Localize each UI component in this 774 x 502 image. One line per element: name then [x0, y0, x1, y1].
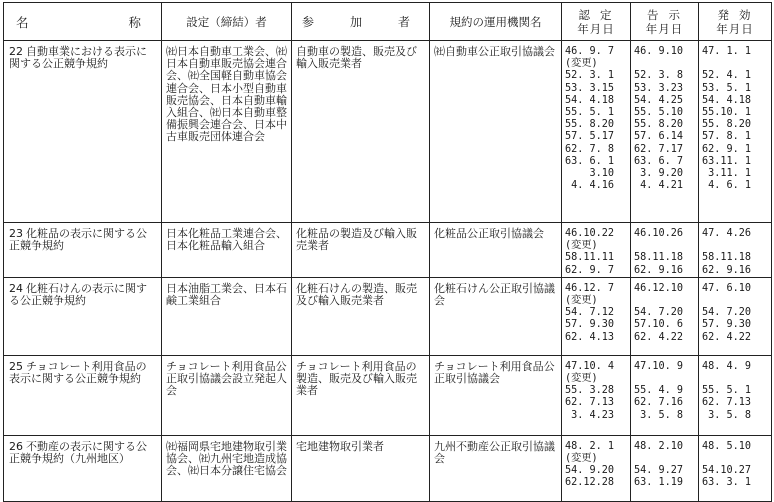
date-entry: 58.11.11 [565, 252, 615, 264]
date-entry: 3. 4.23 [565, 409, 615, 421]
date-entry: 55. 5. 1 [565, 106, 615, 118]
establisher-cell: 日本油脂工業会、日本石鹸工業組合 [162, 277, 292, 355]
date-entry: 52. 3. 8 [634, 70, 684, 82]
date-entry: 46. 9. 7 [565, 46, 615, 57]
date-entry: 57. 5.17 [565, 131, 615, 143]
operator-cell: 九州不動産公正取引協議会 [430, 435, 562, 501]
date-entry [634, 295, 698, 307]
date-entry: 52. 4. 1 [702, 70, 752, 82]
participant-cell: 化粧品の製造及び輸入販売業者 [292, 223, 430, 278]
date-entry: 62. 9. 1 [702, 143, 752, 155]
date-entry [634, 373, 698, 385]
approved-date-cell [562, 355, 631, 435]
date-entry: 63. 6. 7 [634, 155, 684, 167]
date-entry: 53. 3.23 [634, 82, 684, 94]
date-entry: 48. 2. 1 [565, 440, 615, 452]
rule-name-cell [4, 435, 162, 501]
date-entry: 62. 9.16 [702, 264, 752, 276]
date-entry: 62. 4.22 [702, 331, 752, 343]
table-row [4, 223, 772, 278]
effective-date-cell [699, 277, 772, 355]
participant-cell: 化粧石けんの製造、販売及び輸入販売業者 [292, 277, 430, 355]
date-entry: 62. 7.13 [702, 397, 752, 409]
operator-cell: チョコレート利用食品公正取引協議会 [430, 355, 562, 435]
notified-date-cell [631, 223, 699, 278]
date-entry: 46.10.26 [634, 228, 684, 239]
date-entry: 47. 1. 1 [702, 46, 752, 57]
rule-name-cell [4, 277, 162, 355]
date-entry: 46. 9.10 [634, 46, 684, 57]
header-notified: 告示 年月日 [631, 3, 699, 41]
date-entry: 3. 9.20 [634, 167, 684, 179]
establisher-cell: ㈳福岡県宅地建物取引業協会、㈳九州宅地造成協会、㈳日本分譲住宅協会 [162, 435, 292, 501]
date-entry: 62. 7.17 [634, 143, 684, 155]
date-entry: 48. 4. 9 [702, 360, 752, 372]
date-entry: (変更) [565, 240, 598, 252]
date-entry: 57. 8. 1 [702, 131, 752, 143]
date-entry: 46.10.22 [565, 228, 615, 239]
date-entry: 47.10. 4 [565, 360, 615, 372]
date-entry: 57. 9.30 [565, 319, 615, 331]
operator-cell: 化粧品公正取引協議会 [430, 223, 562, 278]
table-row [4, 435, 772, 501]
date-entry: 48. 2.10 [634, 440, 684, 452]
date-entry: 63. 1.19 [634, 477, 684, 489]
notified-date-cell [631, 41, 699, 223]
participant-cell: チョコレート利用食品の製造、販売及び輸入販売業者 [292, 355, 430, 435]
date-entry: 55. 3.28 [565, 385, 615, 397]
rule-number: 25 [9, 359, 23, 373]
date-entry: 3. 5. 8 [634, 409, 684, 421]
rule-number: 26 [9, 439, 23, 453]
date-entry: 55.10. 1 [702, 106, 752, 118]
notified-date-cell [631, 277, 699, 355]
notified-date-cell [631, 355, 699, 435]
fair-competition-rules-table [3, 2, 772, 502]
date-entry [702, 373, 771, 385]
rule-name-cell [4, 355, 162, 435]
rule-name: 化粧石けんの表示に関する公正競争規約 [9, 281, 147, 307]
date-entry: 55. 8.20 [565, 119, 615, 131]
date-entry: 55. 5.10 [634, 106, 684, 118]
date-entry: 4. 6. 1 [702, 180, 752, 192]
header-name: 名 称 [4, 3, 162, 41]
date-entry: (変更) [565, 372, 598, 384]
approved-date-cell [562, 41, 631, 223]
date-entry [702, 58, 771, 70]
table-row [4, 355, 772, 435]
table-row [4, 277, 772, 355]
date-entry: 54. 4.18 [702, 94, 752, 106]
date-entry: 57.10. 6 [634, 319, 684, 331]
operator-cell: 化粧石けん公正取引協議会 [430, 277, 562, 355]
date-entry: 62. 4.22 [634, 331, 684, 343]
header-approved: 認定 年月日 [562, 3, 631, 41]
date-entry: 52. 3. 1 [565, 70, 615, 82]
participant-cell: 宅地建物取引業者 [292, 435, 430, 501]
date-entry [634, 58, 698, 70]
rule-name: 自動車業における表示に関する公正競争規約 [9, 45, 147, 71]
date-entry: 62. 9.16 [634, 264, 684, 276]
date-entry: 55. 8.20 [702, 119, 752, 131]
date-entry [702, 295, 771, 307]
date-entry: 58.11.18 [634, 252, 684, 264]
date-entry: 46.12. 7 [565, 282, 615, 294]
approved-date-cell [562, 223, 631, 278]
date-entry: 62. 7.13 [565, 397, 615, 409]
rule-name: 化粧品の表示に関する公正競争規約 [9, 227, 147, 253]
date-entry: 54. 4.18 [565, 94, 615, 106]
date-entry [702, 453, 771, 465]
table-row [4, 41, 772, 223]
date-entry: 47. 6.10 [702, 282, 752, 294]
operator-cell: ㈳自動車公正取引協議会 [430, 41, 562, 223]
date-entry: 4. 4.16 [565, 180, 615, 192]
date-entry: 4. 4.21 [634, 180, 684, 192]
date-entry: 62. 9. 7 [565, 264, 615, 276]
date-entry: 3. 5. 8 [702, 409, 752, 421]
date-entry: 62. 4.13 [565, 331, 615, 343]
participant-cell: 自動車の製造、販売及び輸入販売業者 [292, 41, 430, 223]
establisher-cell: 日本化粧品工業連合会、日本化粧品輸入組合 [162, 223, 292, 278]
rule-name-cell [4, 223, 162, 278]
establisher-cell: チョコレート利用食品公正取引協議会設立発起人会 [162, 355, 292, 435]
date-entry: 55. 4. 9 [634, 385, 684, 397]
date-entry: 58.11.18 [702, 252, 752, 264]
date-entry: (変更) [565, 294, 598, 306]
rule-number: 24 [9, 281, 23, 295]
header-participant: 参 加 者 [292, 3, 430, 41]
date-entry: 63.11. 1 [702, 155, 752, 167]
date-entry: 57. 6.14 [634, 131, 684, 143]
rule-number: 23 [9, 227, 23, 240]
rule-name: チョコレート利用食品の表示に関する公正競争規約 [9, 359, 147, 385]
date-entry: 3.11. 1 [702, 167, 752, 179]
date-entry: 57. 9.30 [702, 319, 752, 331]
effective-date-cell [699, 223, 772, 278]
date-entry: 48. 5.10 [702, 440, 752, 452]
effective-date-cell [699, 41, 772, 223]
date-entry: 3.10 [565, 167, 615, 179]
date-entry: 54. 7.20 [634, 307, 684, 319]
rule-number: 22 [9, 45, 23, 58]
date-entry: 55. 8.20 [634, 119, 684, 131]
date-entry: 54. 9.20 [565, 465, 615, 477]
date-entry: 62.12.28 [565, 477, 615, 489]
date-entry: 54. 4.25 [634, 94, 684, 106]
effective-date-cell [699, 355, 772, 435]
date-entry: 53. 5. 1 [702, 82, 752, 94]
header-effective: 発効 年月日 [699, 3, 772, 41]
header-operator: 規約の運用機関名 [430, 3, 562, 41]
date-entry: 54. 7.12 [565, 307, 615, 319]
date-entry: 47.10. 9 [634, 360, 684, 372]
date-entry: 63. 6. 1 [565, 155, 615, 167]
approved-date-cell [562, 435, 631, 501]
rule-name-cell [4, 41, 162, 223]
date-entry [634, 453, 698, 465]
date-entry: 54.10.27 [702, 465, 752, 477]
notified-date-cell [631, 435, 699, 501]
date-entry [634, 240, 698, 252]
effective-date-cell [699, 435, 772, 501]
date-entry [702, 240, 771, 252]
date-entry: (変更) [565, 58, 598, 70]
date-entry: 62. 7.16 [634, 397, 684, 409]
date-entry: 53. 3.15 [565, 82, 615, 94]
date-entry: 54. 7.20 [702, 307, 752, 319]
date-entry: 46.12.10 [634, 282, 684, 294]
approved-date-cell [562, 277, 631, 355]
header-row [4, 3, 772, 41]
date-entry: 54. 9.27 [634, 465, 684, 477]
date-entry: 62. 7. 8 [565, 143, 615, 155]
date-entry: 47. 4.26 [702, 228, 752, 239]
date-entry: 55. 5. 1 [702, 385, 752, 397]
date-entry: (変更) [565, 452, 598, 464]
date-entry: 63. 3. 1 [702, 477, 752, 489]
rule-name: 不動産の表示に関する公正競争規約（九州地区） [9, 439, 147, 465]
establisher-cell: ㈳日本自動車工業会、㈳日本自動車販売協会連合会、㈳全国軽自動車協会連合会、日本小型自動車販売協会、日本自動車輸入組合、㈳日本自動車整備振興会連合会、日本中古車販売団体連合会 [162, 41, 292, 223]
header-establisher: 設定（締結）者 [162, 3, 292, 41]
